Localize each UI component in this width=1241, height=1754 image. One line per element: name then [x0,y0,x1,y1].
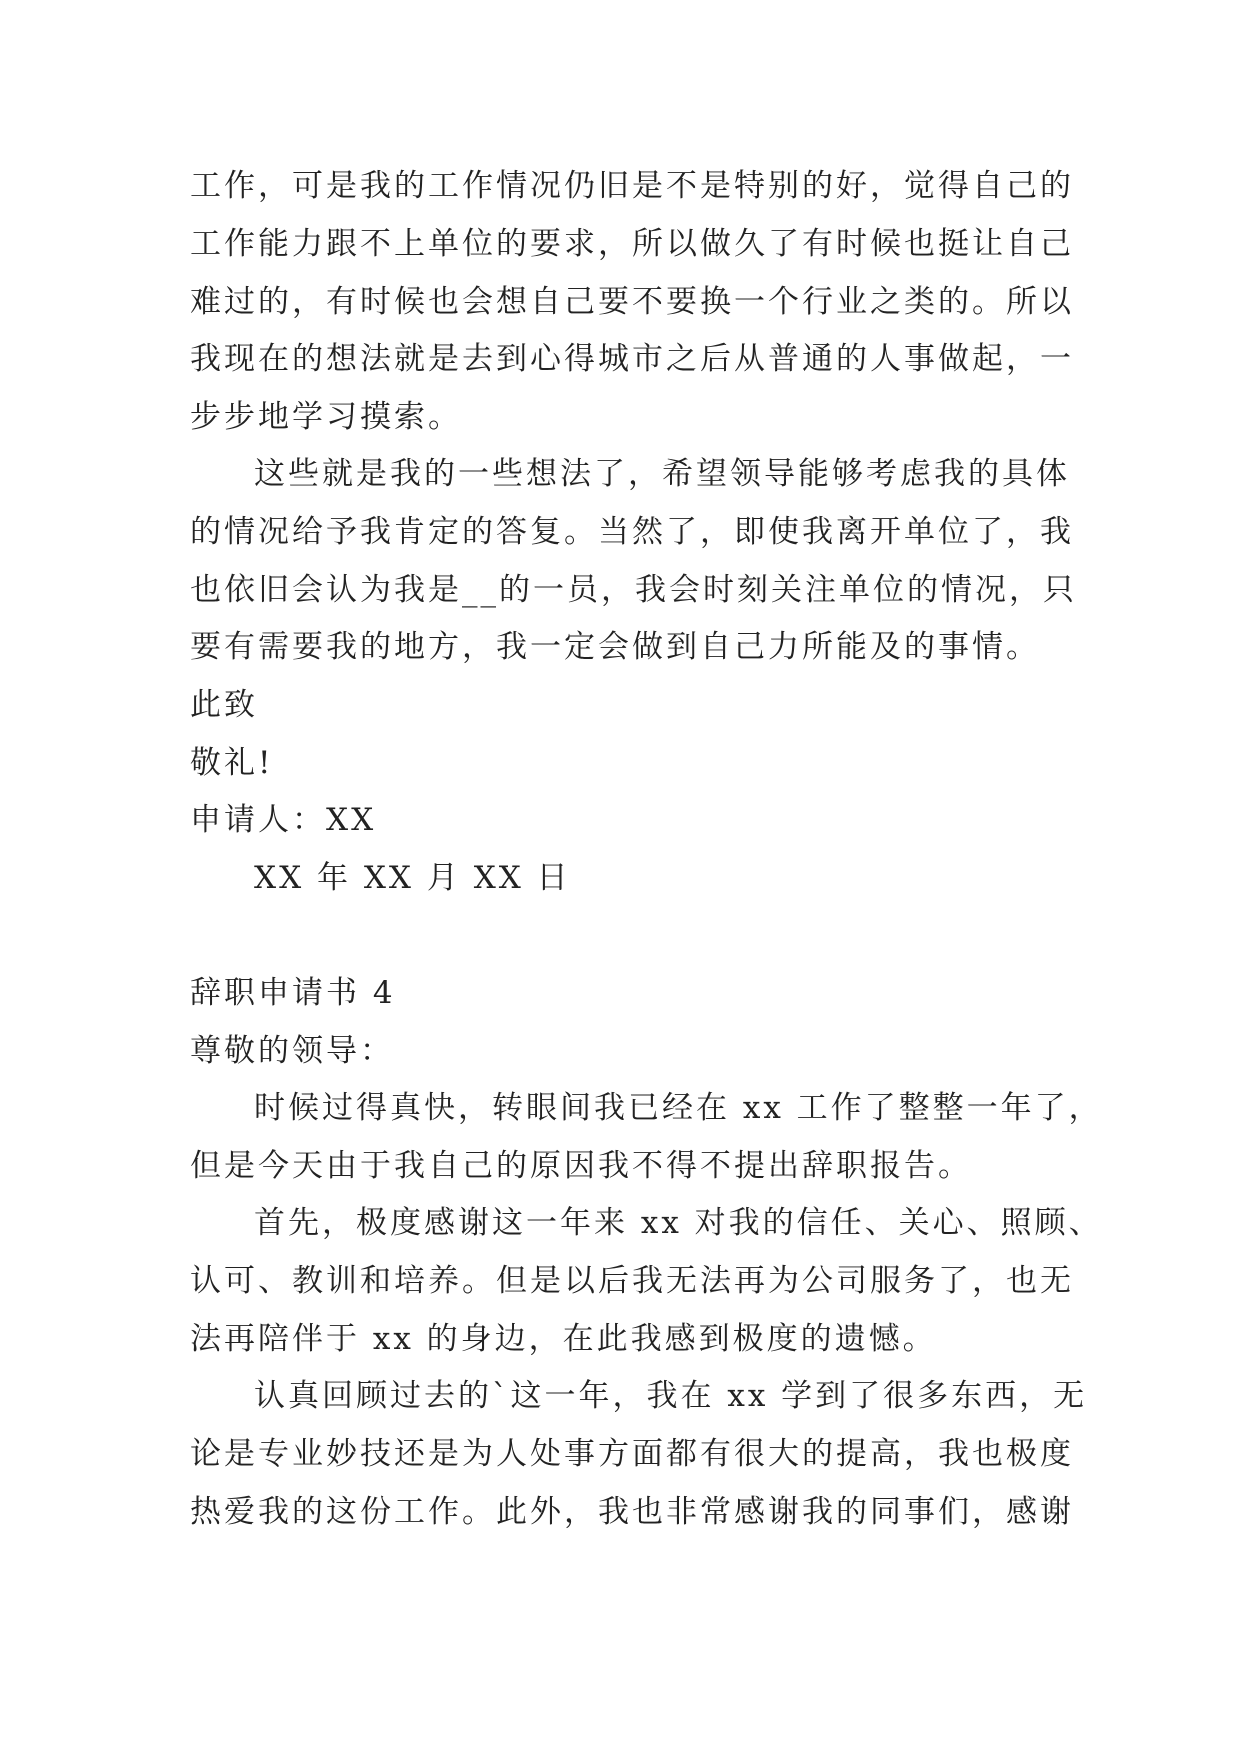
text-line: 的情况给予我肯定的答复。当然了，即使我离开单位了，我 [190,514,1074,550]
section-title: 辞职申请书 4 [190,975,396,1011]
text-line: 我现在的想法就是去到心得城市之后从普通的人事做起，一 [190,341,1074,377]
paragraph-first-line: 时候过得真快，转眼间我已经在 xx 工作了整整一年了， [254,1090,1103,1126]
text-line: 也依旧会认为我是__的一员，我会时刻关注单位的情况，只 [190,572,1077,608]
salutation: 尊敬的领导： [190,1033,394,1069]
paragraph-first-line: 首先，极度感谢这一年来 xx 对我的信任、关心、照顾、 [254,1205,1103,1241]
text-line: 论是专业妙技还是为人处事方面都有很大的提高，我也极度 [190,1436,1074,1472]
text-line: 步步地学习摸索。 [190,399,462,435]
text-line: 热爱我的这份工作。此外，我也非常感谢我的同事们，感谢 [190,1494,1074,1530]
text-line: 工作能力跟不上单位的要求，所以做久了有时候也挺让自己 [190,226,1074,262]
text-line: 难过的，有时候也会想自己要不要换一个行业之类的。所以 [190,284,1074,320]
signature-date: XX 年 XX 月 XX 日 [254,860,571,896]
closing-regards: 敬礼! [190,745,274,781]
text-line: 认可、教训和培养。但是以后我无法再为公司服务了，也无 [190,1263,1074,1299]
paragraph-first-line: 认真回顾过去的`这一年，我在 xx 学到了很多东西，无 [254,1378,1088,1414]
applicant-signature: 申请人：XX [190,802,377,838]
text-line: 要有需要我的地方，我一定会做到自己力所能及的事情。 [190,629,1040,665]
text-line: 法再陪伴于 xx 的身边，在此我感到极度的遗憾。 [190,1321,937,1357]
closing-salutation: 此致 [190,687,258,723]
paragraph-first-line: 这些就是我的一些想法了，希望领导能够考虑我的具体 [254,456,1070,492]
text-line: 工作，可是我的工作情况仍旧是不是特别的好，觉得自己的 [190,168,1074,204]
text-line: 但是今天由于我自己的原因我不得不提出辞职报告。 [190,1148,972,1184]
